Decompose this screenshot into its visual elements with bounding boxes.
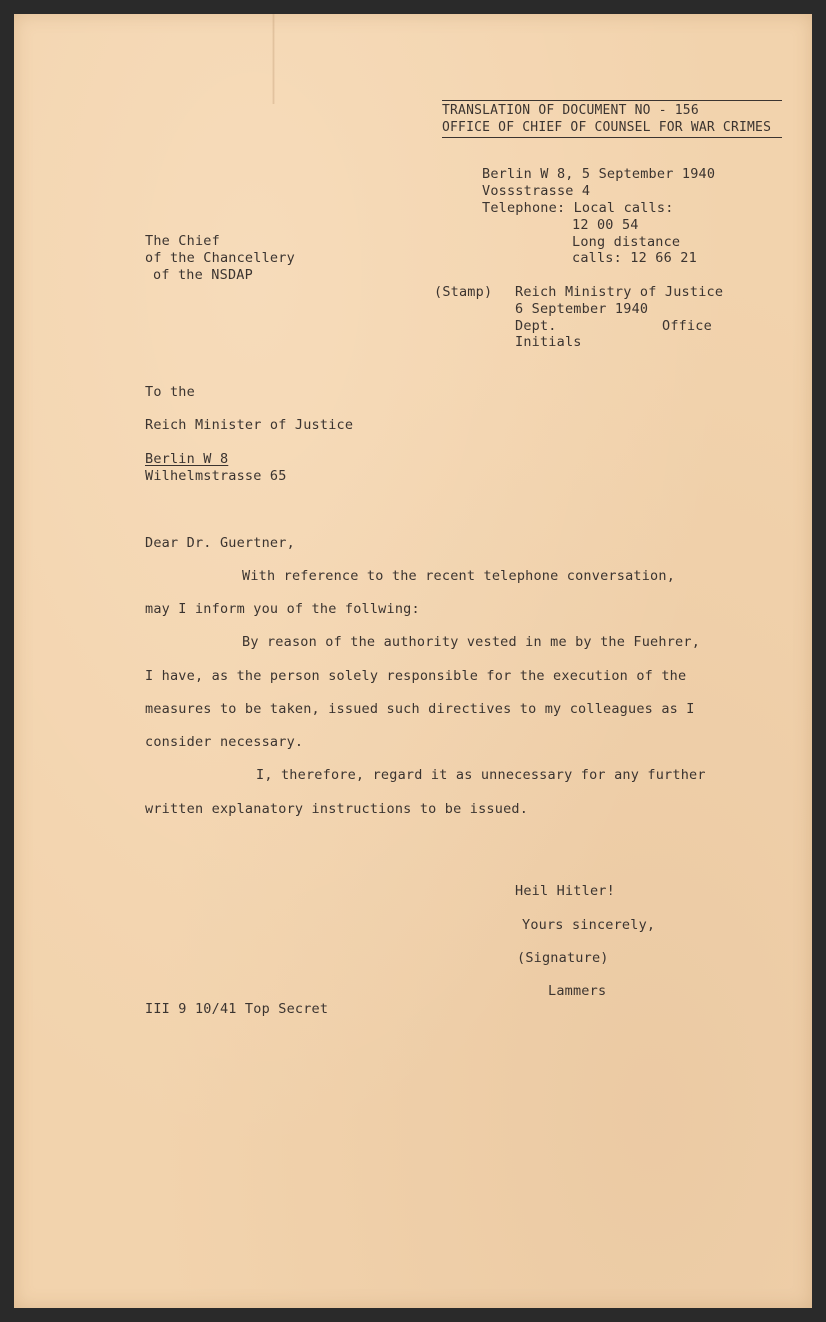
paragraph-1-line-1: With reference to the recent telephone conversation,: [242, 568, 676, 584]
sender-title-line-3: of the NSDAP: [153, 267, 253, 283]
sender-title-line-2: of the Chancellery: [145, 250, 295, 266]
paragraph-1-line-2: may I inform you of the follwing:: [145, 601, 420, 617]
paragraph-2-line-3: measures to be taken, issued such directives to my colleagues as I: [145, 701, 695, 717]
reference-number: III 9 10/41 Top Secret: [145, 1001, 329, 1017]
sender-telephone-long: calls: 12 66 21: [572, 250, 697, 266]
sender-city-date: Berlin W 8, 5 September 1940: [482, 166, 716, 182]
header-line-2: OFFICE OF CHIEF OF COUNSEL FOR WAR CRIMES: [442, 120, 772, 135]
salutation: Dear Dr. Guertner,: [145, 535, 295, 551]
stamp-office: Office: [662, 318, 712, 334]
paragraph-2-line-4: consider necessary.: [145, 734, 304, 750]
sender-telephone-label: Telephone: Local calls:: [482, 200, 674, 216]
sender-title-line-1: The Chief: [145, 233, 220, 249]
header-line-1: TRANSLATION OF DOCUMENT NO - 156: [442, 103, 699, 118]
closing-signature-note: (Signature): [517, 950, 609, 966]
stamp-ministry: Reich Ministry of Justice: [515, 284, 724, 300]
recipient-city: Berlin W 8: [145, 451, 229, 467]
closing-signer-name: Lammers: [548, 983, 607, 999]
stamp-date: 6 September 1940: [515, 301, 649, 317]
paragraph-2-line-1: By reason of the authority vested in me by the Fuehrer,: [242, 634, 701, 650]
closing-sincerely: Yours sincerely,: [522, 917, 656, 933]
sender-telephone-long-label: Long distance: [572, 234, 681, 250]
paragraph-3-line-2: written explanatory instructions to be issued.: [145, 801, 529, 817]
document-page: [14, 14, 812, 1308]
recipient-street: Wilhelmstrasse 65: [145, 468, 287, 484]
paper-fold-mark: [272, 14, 275, 104]
stamp-label: (Stamp): [434, 284, 493, 300]
recipient-to: To the: [145, 384, 195, 400]
stamp-initials: Initials: [515, 334, 582, 350]
sender-street: Vossstrasse 4: [482, 183, 591, 199]
paragraph-3-line-1: I, therefore, regard it as unnecessary for any further: [256, 767, 706, 783]
paragraph-2-line-2: I have, as the person solely responsible for the execution of the: [145, 668, 687, 684]
translation-header: [442, 100, 782, 138]
stamp-dept: Dept.: [515, 318, 557, 334]
closing-greeting: Heil Hitler!: [515, 883, 615, 899]
sender-telephone-local: 12 00 54: [572, 217, 639, 233]
recipient-title: Reich Minister of Justice: [145, 417, 354, 433]
